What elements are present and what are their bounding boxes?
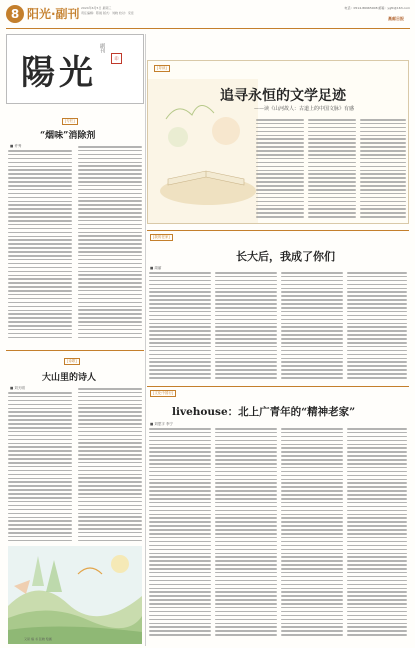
- landscape-illustration: [8, 546, 142, 644]
- section-rule: [6, 350, 144, 351]
- illustration-caption: 又是 端 书 张晓 绘画: [24, 637, 52, 641]
- feature-tag: [导读]: [154, 65, 170, 72]
- masthead-stamp: 印: [111, 53, 122, 64]
- page-number-badge: 8: [6, 5, 24, 23]
- masthead: [6, 34, 144, 104]
- feature-title: 追寻永恒的文学足迹: [220, 88, 346, 104]
- section-rule: [147, 386, 409, 387]
- contact-info: 电话：0514-86965008 邮箱：ygfk@163.com: [344, 6, 410, 10]
- masthead-char-1: 陽: [21, 53, 55, 93]
- article-title: 大山里的诗人: [42, 373, 97, 383]
- article-body: [281, 272, 343, 382]
- editor-credits: 责任编辑：陈晨 版式：刘晓 校对：宋佳: [81, 11, 134, 15]
- article-body: [8, 150, 72, 346]
- article-body: [78, 146, 142, 346]
- article-body: [215, 272, 277, 382]
- article-title: 长大后，我成了你们: [236, 250, 335, 263]
- article-body: [347, 272, 407, 382]
- left-column: [6, 34, 144, 644]
- illustration: [8, 546, 142, 644]
- feature-body: [308, 119, 356, 223]
- section-rule: [147, 230, 409, 231]
- article-author: ■ 许秀: [10, 144, 22, 148]
- column-divider: [145, 34, 146, 646]
- paper-logo: 高邮日报: [388, 16, 404, 21]
- article-author: ■ 刘天明: [10, 386, 25, 390]
- masthead-subtitle: 副刊: [99, 43, 105, 53]
- article-title: livehouse：北上广青年的“精神老家”: [172, 406, 356, 418]
- article-tag: [文化中国行]: [150, 390, 176, 397]
- article-tag: [我的老家]: [150, 234, 173, 241]
- article-tag: [专栏]: [62, 118, 78, 125]
- issue-date: 2024年6月5日 星期三: [81, 6, 112, 10]
- article-author: ■ 周丽: [150, 266, 162, 270]
- header-rule: [6, 28, 410, 29]
- feature-body: [256, 119, 304, 223]
- article-body: [78, 388, 142, 544]
- article-title: “烟味”消除剂: [40, 131, 96, 141]
- article-body: [149, 428, 211, 642]
- feature-subtitle: ——读《山河故人：古道上的中国文脉》有感: [254, 106, 355, 112]
- article-body: [281, 428, 343, 642]
- masthead-char-2: 光: [59, 53, 93, 93]
- feature-box: [147, 60, 409, 224]
- article-body: [215, 428, 277, 642]
- article-body: [347, 428, 407, 642]
- article-author: ■ 刘思宇 李宁: [150, 422, 174, 426]
- page-header: [6, 4, 410, 34]
- article-body: [149, 272, 211, 382]
- article-tag: [诗歌]: [64, 358, 80, 365]
- article-body: [8, 392, 72, 544]
- feature-body: [360, 119, 406, 223]
- section-title: 阳光·副刊: [27, 7, 80, 21]
